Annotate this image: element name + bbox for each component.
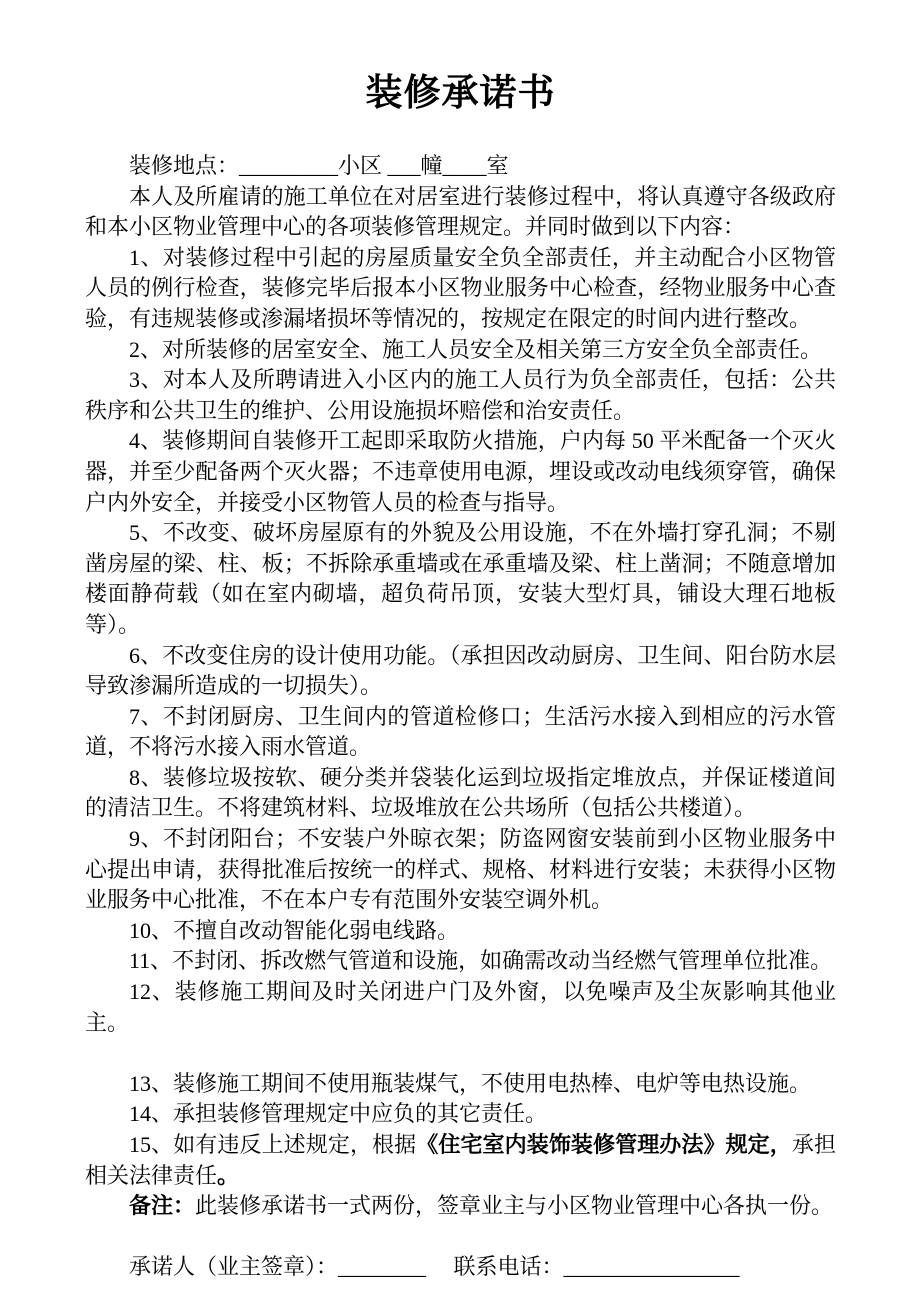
address-line: 装修地点：_________小区 ___幢____室 bbox=[129, 153, 509, 178]
text-run: 15、如有违反上述规定，根据 bbox=[129, 1132, 417, 1157]
text-run: 。 bbox=[217, 1162, 240, 1188]
item-7: 7、不封闭厨房、卫生间内的管道检修口；生活污水接入到相应的污水管道，不将污水接入雨水管道。 bbox=[85, 703, 836, 760]
text-run: 备注： bbox=[129, 1193, 196, 1219]
item-3: 3、对本人及所聘请进入小区内的施工人员行为负全部责任，包括：公共秩序和公共卫生的维护、公用设施损坏赔偿和治安责任。 bbox=[85, 367, 836, 423]
item-10: 10、不擅自改动智能化弱电线路。 bbox=[129, 917, 460, 943]
note-paragraph bbox=[85, 1191, 836, 1222]
item-9: 9、不封闭阳台；不安装户外晾衣架；防盗网窗安装前到小区物业服务中心提出申请，获得批准后按统一的样式、规格、材料进行安装；未获得小区物业服务中心批准，不在本户专有范围外安装空调外机。 bbox=[85, 826, 836, 913]
document-title: 装修承诺书 bbox=[365, 73, 556, 114]
intro-paragraph: 本人及所雇请的施工单位在对居室进行装修过程中，将认真遵守各级政府和本小区物业管理中心的各项装修管理规定。并同时做到以下内容： bbox=[85, 183, 836, 240]
text-run: 承担相关法律责任 bbox=[85, 1132, 836, 1188]
item-2: 2、对所装修的居室安全、施工人员安全及相关第三方安全负全部责任。 bbox=[129, 336, 823, 362]
item-15 bbox=[85, 1130, 836, 1191]
item-1: 1、对装修过程中引起的房屋质量安全负全部责任，并主动配合小区物管人员的例行检查，装修完毕后报本小区物业服务中心检查，经物业服务中心查验，有违规装修或渗漏堵损坏等情况的，按规定在限定的时间内进行整改。 bbox=[85, 244, 836, 331]
item-14: 14、承担装修管理规定中应负的其它责任。 bbox=[129, 1101, 548, 1127]
item-13: 13、装修施工期间不使用瓶装煤气，不使用电热棒、电炉等电热设施。 bbox=[129, 1070, 812, 1096]
item-8: 8、装修垃圾按软、硬分类并袋装化运到垃圾指定堆放点，并保证楼道间的清洁卫生。不将建筑材料、垃圾堆放在公共场所（包括公共楼道）。 bbox=[85, 764, 836, 821]
signature-line: 承诺人（业主签章）：________ 联系电话：________________ bbox=[129, 1254, 740, 1280]
item-4: 4、装修期间自装修开工起即采取防火措施，户内每 50 平米配备一个灭火器，并至少配备两个灭火器；不违章使用电源，埋设或改动电线须穿管，确保户内外安全，并接受小区物管人员的检查与指导。 bbox=[85, 428, 836, 515]
item-12: 12、装修施工期间及时关闭进户门及外窗，以免噪声及尘灰影响其他业主。 bbox=[85, 979, 836, 1035]
text-run: 《住宅室内装饰装修管理办法》规定， bbox=[416, 1132, 792, 1157]
item-6: 6、不改变住房的设计使用功能。（承担因改动厨房、卫生间、阳台防水层导致渗漏所造成的一切损失）。 bbox=[85, 642, 836, 699]
item-5: 5、不改变、破坏房屋原有的外貌及公用设施，不在外墙打穿孔洞；不剔凿房屋的梁、柱、板；不拆除承重墙或在承重墙及梁、柱上凿洞；不随意增加楼面静荷载（如在室内砌墙，超负荷吊顶，安装大型灯具，铺设大理石地板等）。 bbox=[85, 520, 836, 637]
item-11: 11、不封闭、拆改燃气管道和设施，如确需改动当经燃气管理单位批准。 bbox=[129, 948, 833, 974]
text-run: 此装修承诺书一式两份，签章业主与小区物业管理中心各执一份。 bbox=[195, 1193, 834, 1219]
